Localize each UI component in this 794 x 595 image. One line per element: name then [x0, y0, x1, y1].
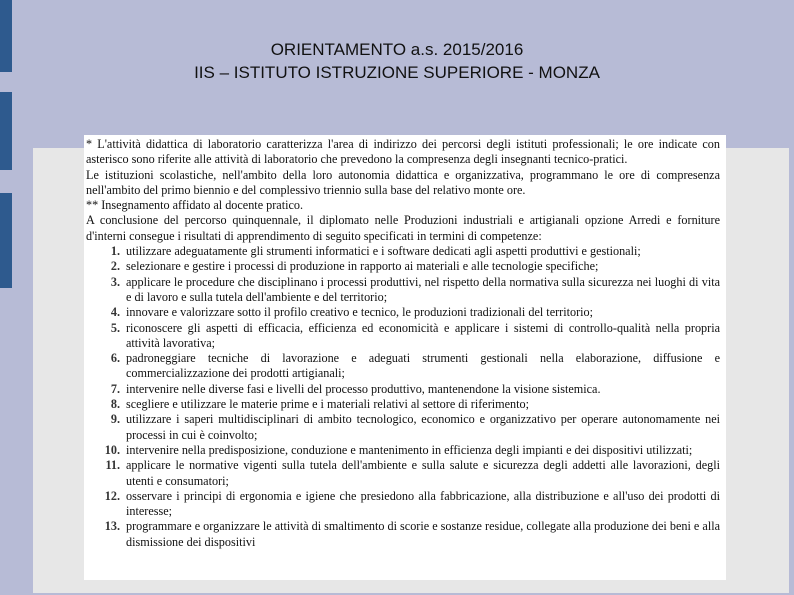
- item-number: 2.: [110, 259, 120, 274]
- item-number: 7.: [110, 381, 120, 396]
- item-text: innovare e valorizzare sotto il profilo creativo e tecnico, le produzioni tradizionali del territorio;: [126, 305, 594, 320]
- item-text: utilizzare adeguatamente gli strumenti informatici e i software dedicati agli aspetti produttivi e gestionali;: [126, 244, 641, 259]
- item-text: utilizzare i saperi multidisciplinari di ambito tecnologico, economico e organizzativo per operare autonomamente nei processi in cui è coinvolto;: [126, 412, 720, 442]
- paragraph-compresenza: Le istituzioni scolastiche, nell'ambito della loro autonomia didattica e organizzativa, programmano le ore di compresenza nell'ambito del primo biennio e del complessivo triennio sulla base del relativo monte ore.: [86, 167, 720, 197]
- side-accent-bar: [0, 193, 12, 288]
- list-item: [86, 443, 720, 458]
- item-number: 8.: [110, 397, 120, 412]
- list-item: [86, 305, 720, 320]
- item-text: padroneggiare tecniche di lavorazione e adeguati strumenti gestionali nella elaborazione, diffusione e commercializzazione dei prodotti artigianali;: [126, 351, 720, 381]
- item-number: 6.: [110, 351, 120, 366]
- list-item: [86, 259, 720, 274]
- slide-title: [0, 38, 794, 84]
- item-number: 1.: [110, 244, 120, 259]
- item-text: intervenire nella predisposizione, conduzione e mantenimento in efficienza degli impianti e dei dispositivi utilizzati;: [126, 442, 693, 457]
- item-text: programmare e organizzare le attività di smaltimento di scorie e sostanze residue, collegate alla produzione dei beni e alla dismissione dei dispositivi: [126, 519, 720, 549]
- title-line-2: IIS – ISTITUTO ISTRUZIONE SUPERIORE - MONZA: [194, 63, 600, 82]
- list-item: [86, 489, 720, 520]
- list-item: [86, 382, 720, 397]
- item-number: 4.: [110, 305, 120, 320]
- list-item: [86, 397, 720, 412]
- item-number: 10.: [104, 442, 120, 457]
- list-item: [86, 519, 720, 550]
- item-text: applicare le procedure che disciplinano i processi produttivi, nel rispetto della normativa sulla sicurezza nei luoghi di vita e di lavoro e sulla tutela dell'ambiente e del territorio;: [126, 274, 720, 304]
- side-accent-bar: [0, 92, 12, 170]
- item-number: 11.: [105, 458, 120, 473]
- list-item: [86, 275, 720, 306]
- list-item: [86, 321, 720, 352]
- item-number: 13.: [104, 519, 120, 534]
- item-number: 12.: [104, 488, 120, 503]
- list-item: [86, 351, 720, 382]
- list-item: [86, 458, 720, 489]
- competence-list: [86, 244, 720, 550]
- title-line-1: ORIENTAMENTO a.s. 2015/2016: [270, 40, 524, 59]
- scanned-document: [84, 135, 726, 580]
- item-text: osservare i principi di ergonomia e igiene che presiedono alla fabbricazione, alla distribuzione e all'uso dei prodotti di interesse;: [126, 488, 720, 519]
- paragraph-conclusione: A conclusione del percorso quinquennale, il diplomato nelle Produzioni industriali e artigianali opzione Arredi e forniture d'interni consegue i risultati di apprendimento di seguito specificati in termini di competenze:: [86, 213, 720, 243]
- list-item: [86, 244, 720, 259]
- item-number: 5.: [110, 320, 120, 335]
- item-number: 9.: [110, 412, 120, 427]
- item-number: 3.: [110, 274, 120, 289]
- item-text: selezionare e gestire i processi di produzione in rapporto ai materiali e alle tecnologie specifiche;: [126, 259, 599, 274]
- footnote-laboratory: * L'attività didattica di laboratorio caratterizza l'area di indirizzo dei percorsi degli istituti professionali; le ore indicate con asterisco sono riferite alle attività di laboratorio che prevedono la compresenza degli insegnanti tecnico-pratici.: [86, 137, 720, 167]
- item-text: applicare le normative vigenti sulla tutela dell'ambiente e sulla salute e sicurezza degli addetti alle lavorazioni, degli utenti e consumatori;: [126, 458, 720, 488]
- list-item: [86, 412, 720, 443]
- footnote-docente: ** Insegnamento affidato al docente pratico.: [86, 198, 304, 213]
- item-text: intervenire nelle diverse fasi e livelli del processo produttivo, mantenendone la visione sistemica.: [126, 381, 601, 396]
- item-text: riconoscere gli aspetti di efficacia, efficienza ed economicità e applicare i sistemi di controllo-qualità nella propria attività lavorativa;: [126, 320, 720, 350]
- item-text: scegliere e utilizzare le materie prime e i materiali relativi al settore di riferimento;: [126, 397, 530, 412]
